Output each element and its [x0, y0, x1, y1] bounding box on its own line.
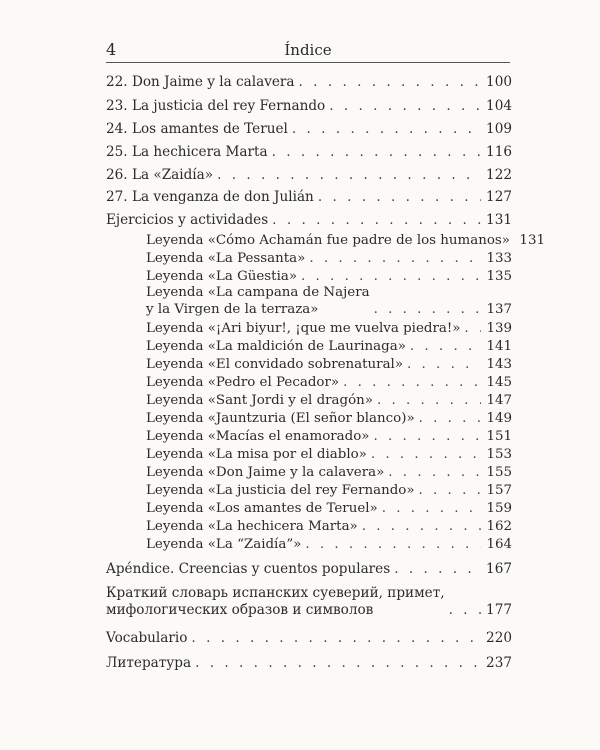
toc-entry-title-line: мифологических образов и символов: [106, 602, 374, 618]
toc-subentry[interactable]: [146, 268, 512, 285]
toc-entry-page: 220: [486, 630, 512, 646]
toc-entry-title: Vocabulario: [106, 630, 188, 646]
toc-subentry-page: 135: [486, 269, 512, 284]
leader-dots: [388, 464, 481, 481]
toc-subentry-title: Leyenda «La Pessanta»: [146, 251, 306, 266]
toc-subentry-title: Leyenda «Sant Jordi y el dragón»: [146, 393, 373, 408]
toc-subentry-title: Leyenda «La misa por el diablo»: [146, 447, 367, 462]
toc-entry[interactable]: [106, 655, 512, 672]
toc-entry-page: 122: [486, 167, 512, 183]
toc-subentry[interactable]: [146, 536, 512, 553]
toc-entry-title-line: Краткий словарь испанских суеверий, примет,: [106, 585, 445, 601]
toc-entry[interactable]: [106, 121, 512, 138]
leader-dots: [419, 482, 481, 499]
toc-entry[interactable]: [106, 585, 512, 619]
toc-subentry[interactable]: [146, 428, 512, 445]
toc-subentry[interactable]: [146, 374, 512, 391]
toc-subentry[interactable]: [146, 500, 512, 517]
toc-entry-page: 109: [486, 121, 512, 137]
leader-dots: [362, 518, 481, 535]
toc-entry-title: 24. Los amantes de Teruel: [106, 121, 288, 137]
toc-subentry[interactable]: [146, 232, 545, 249]
toc-subentry-page: 139: [486, 321, 512, 336]
toc-subentry-title: Leyenda «Jauntzuria (El señor blanco)»: [146, 411, 415, 426]
page-number: 4: [106, 40, 117, 59]
toc-subentry-page: 145: [486, 375, 512, 390]
toc-subentry-title: [146, 284, 370, 318]
toc-entry-title: 22. Don Jaime y la calavera: [106, 74, 295, 90]
toc-entry-title: Литература: [106, 655, 192, 671]
leader-dots: [272, 212, 481, 229]
toc-subentry-page: 164: [486, 537, 512, 552]
toc-subentry[interactable]: [146, 446, 512, 463]
toc-entry-page: 237: [486, 655, 512, 671]
leader-dots: [272, 144, 481, 161]
toc-subentry-page: 143: [486, 357, 512, 372]
toc-subentry[interactable]: [146, 356, 512, 373]
toc-entry-page: 116: [486, 144, 512, 160]
toc-subentry[interactable]: [146, 338, 512, 355]
leader-dots: [191, 630, 481, 647]
toc-subentry-page: 159: [486, 501, 512, 516]
leader-dots: [299, 74, 481, 91]
toc-subentry-page: 137: [486, 302, 512, 317]
leader-dots: [329, 98, 481, 115]
leader-dots: [195, 655, 481, 672]
leader-dots: [374, 428, 482, 445]
leader-dots: [343, 374, 481, 391]
toc-subentry[interactable]: [146, 320, 512, 337]
toc-subentry-title: Leyenda «Don Jaime y la calavera»: [146, 465, 385, 480]
toc-subentry-title: Leyenda «Macías el enamorado»: [146, 429, 370, 444]
leader-dots: [305, 536, 481, 553]
leader-dots: [382, 500, 481, 517]
toc-subentry-page: 157: [486, 483, 512, 498]
toc-entry-title: [106, 585, 445, 619]
toc-entry[interactable]: [106, 212, 512, 229]
toc-subentry-title: Leyenda «Los amantes de Teruel»: [146, 501, 378, 516]
toc-subentry-title: Leyenda «¡Ari biyur!, ¡que me vuelva piedra!»: [146, 321, 461, 336]
toc-subentry-page: 151: [486, 429, 512, 444]
toc-entry[interactable]: [106, 630, 512, 647]
toc-entry-title: Apéndice. Creencias y cuentos populares: [106, 561, 391, 577]
toc-entry-page: 127: [486, 189, 512, 205]
leader-dots: [419, 410, 481, 427]
toc-entry-page: 100: [486, 74, 512, 90]
toc-subentry[interactable]: [146, 482, 512, 499]
toc-entry[interactable]: [106, 189, 512, 206]
toc-subentry-title: Leyenda «La “Zaidía”»: [146, 537, 302, 552]
toc-subentry[interactable]: [146, 392, 512, 409]
toc-entry-page: 131: [486, 212, 512, 228]
toc-subentry-title: Leyenda «Cómo Achamán fue padre de los humanos»: [146, 233, 510, 248]
toc-entry-title: 26. La «Zaidía»: [106, 167, 214, 183]
leader-dots: [449, 602, 481, 619]
toc-entry-title: 25. La hechicera Marta: [106, 144, 268, 160]
leader-dots: [318, 189, 481, 206]
leader-dots: [410, 338, 481, 355]
leader-dots: [407, 356, 481, 373]
toc-subentry-title: Leyenda «El convidado sobrenatural»: [146, 357, 404, 372]
toc-subentry[interactable]: [146, 464, 512, 481]
running-title: Índice: [284, 41, 332, 59]
toc-subentry-title: Leyenda «La hechicera Marta»: [146, 519, 358, 534]
leader-dots: [371, 446, 481, 463]
toc-subentry-page: 149: [486, 411, 512, 426]
toc-entry-page: 167: [486, 561, 512, 577]
toc-entry[interactable]: [106, 561, 512, 578]
toc-entry-title: Ejercicios y actividades: [106, 212, 269, 228]
leader-dots: [374, 301, 481, 318]
toc-entry-page: 104: [486, 98, 512, 114]
leader-dots: [464, 320, 481, 337]
leader-dots: [377, 392, 481, 409]
toc-entry[interactable]: [106, 167, 512, 184]
leader-dots: [301, 268, 481, 285]
toc-entry-title: 23. La justicia del rey Fernando: [106, 98, 326, 114]
leader-dots: [309, 250, 481, 267]
toc-subentry-page: 153: [486, 447, 512, 462]
toc-subentry-title: Leyenda «La maldición de Laurinaga»: [146, 339, 406, 354]
toc-subentry-title: Leyenda «La justicia del rey Fernando»: [146, 483, 415, 498]
toc-subentry-page: 131: [519, 233, 545, 248]
toc-subentry-title: Leyenda «La Güestia»: [146, 269, 298, 284]
toc-subentry[interactable]: [146, 410, 512, 427]
toc-subentry-title-line: Leyenda «La campana de Najera: [146, 285, 370, 300]
toc-subentry-page: 133: [486, 251, 512, 266]
toc-entry[interactable]: [106, 74, 512, 91]
toc-subentry[interactable]: [146, 284, 512, 318]
toc-entry[interactable]: [106, 98, 512, 115]
toc-subentry-title: Leyenda «Pedro el Pecador»: [146, 375, 340, 390]
toc-subentry-title-line: y la Virgen de la terraza»: [146, 302, 319, 317]
toc-subentry-page: 141: [486, 339, 512, 354]
toc-entry-page: 177: [486, 602, 512, 618]
toc-subentry[interactable]: [146, 250, 512, 267]
toc-entry[interactable]: [106, 144, 512, 161]
leader-dots: [217, 167, 481, 184]
toc-entry-title: 27. La venganza de don Julián: [106, 189, 314, 205]
toc-subentry[interactable]: [146, 518, 512, 535]
toc-subentry-page: 147: [486, 393, 512, 408]
toc-subentry-page: 155: [486, 465, 512, 480]
leader-dots: [292, 121, 481, 138]
toc-subentry-page: 162: [486, 519, 512, 534]
leader-dots: [394, 561, 481, 578]
